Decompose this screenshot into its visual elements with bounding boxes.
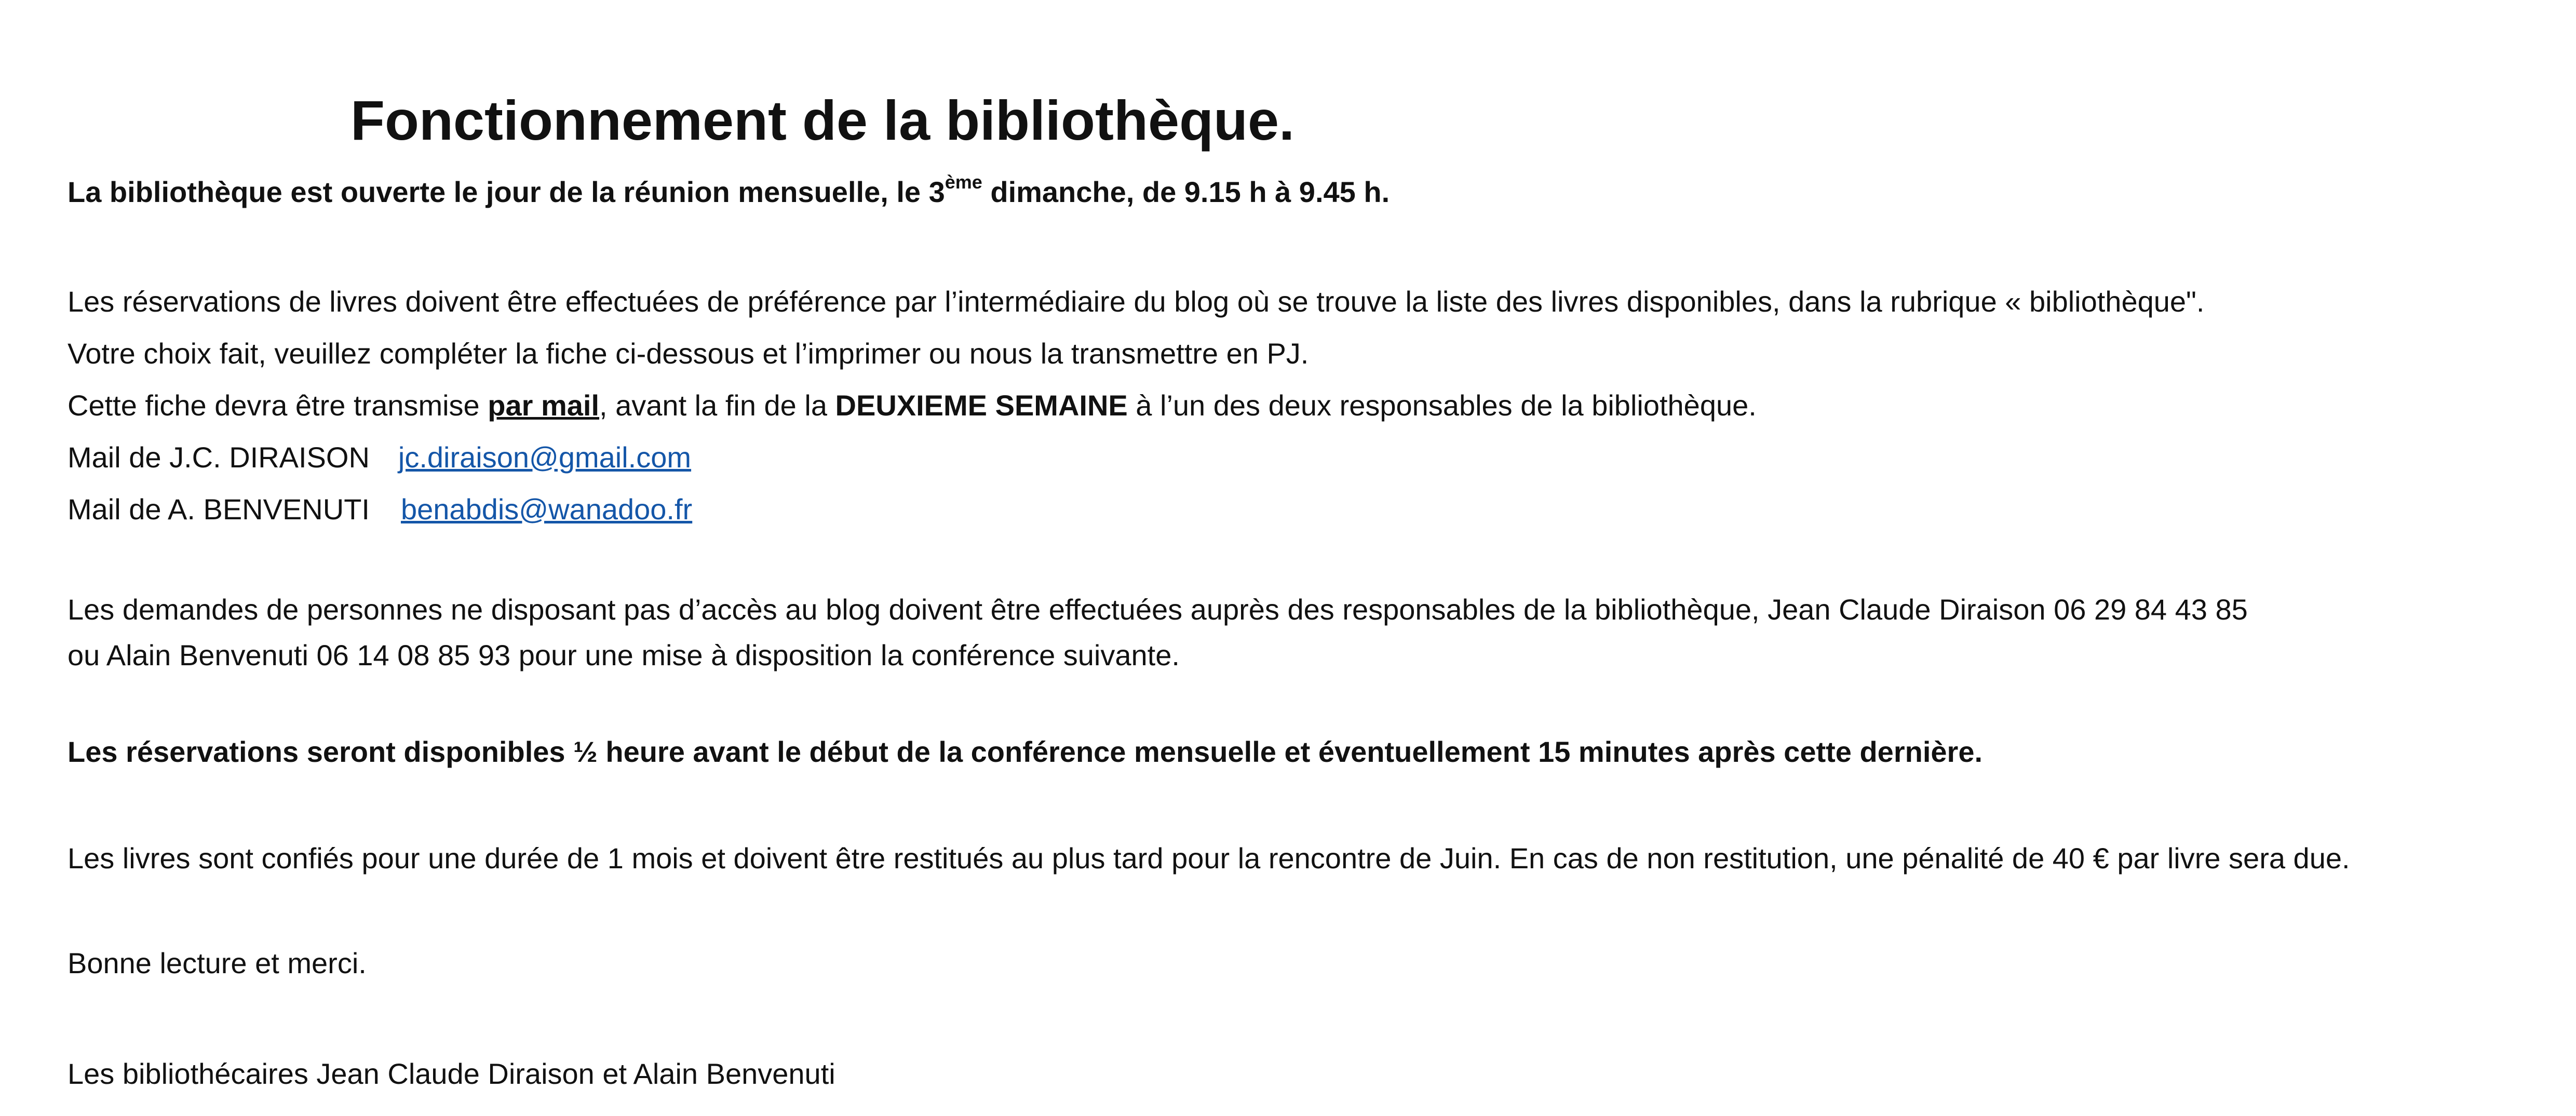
send-text-part3: à l’un des deux responsables de la bibliothèque. (1127, 389, 1757, 422)
signature-line: Les bibliothécaires Jean Claude Diraison et Alain Benvenuti (68, 1057, 835, 1090)
deadline-emphasis: DEUXIEME SEMAINE (835, 389, 1128, 422)
contact-diraison (68, 443, 691, 472)
send-instructions (68, 391, 1757, 420)
opening-hours-text-end: dimanche, de 9.15 h à 9.45 h. (982, 176, 1390, 208)
send-text-part1: Cette fiche devra être transmise (68, 389, 488, 422)
no-blog-requests-line1: Les demandes de personnes ne disposant pas d’accès au blog doivent être effectuées auprès des responsables de la bibliothèque, Jean Claude Diraison 06 29 84 43 85 (68, 593, 2248, 626)
ordinal-superscript: ème (945, 171, 982, 193)
closing-line: Bonne lecture et merci. (68, 947, 367, 979)
page-title: Fonctionnement de la bibliothèque. (350, 89, 1295, 152)
contact-label: Mail de J.C. DIRAISON (68, 441, 370, 474)
choice-instructions: Votre choix fait, veuillez compléter la fiche ci-dessous et l’imprimer ou nous la transmettre en PJ. (68, 337, 1309, 370)
contact-label: Mail de A. BENVENUTI (68, 493, 370, 526)
opening-hours-text: La bibliothèque est ouverte le jour de la réunion mensuelle, le 3 (68, 176, 945, 208)
reservations-intro: Les réservations de livres doivent être effectuées de préférence par l’intermédiaire du blog où se trouve la liste des livres disponibles, dans la rubrique « bibliothèque". (68, 285, 2205, 318)
availability-notice: Les réservations seront disponibles ½ heure avant le début de la conférence mensuelle et éventuellement 15 minutes après cette dernière. (68, 735, 1983, 768)
contact-benvenuti (68, 495, 692, 524)
no-blog-requests-line2: ou Alain Benvenuti 06 14 08 85 93 pour une mise à disposition la conférence suivante. (68, 639, 1180, 671)
par-mail-emphasis: par mail (488, 389, 600, 422)
email-link-diraison[interactable]: jc.diraison@gmail.com (398, 441, 692, 474)
send-text-part2: , avant la fin de la (599, 389, 835, 422)
email-link-benvenuti[interactable]: benabdis@wanadoo.fr (400, 493, 693, 526)
loan-terms: Les livres sont confiés pour une durée de 1 mois et doivent être restitués au plus tard pour la rencontre de Juin. En cas de non restitution, une pénalité de 40 € par livre sera due. (68, 842, 2350, 875)
opening-hours-line (68, 171, 1390, 208)
